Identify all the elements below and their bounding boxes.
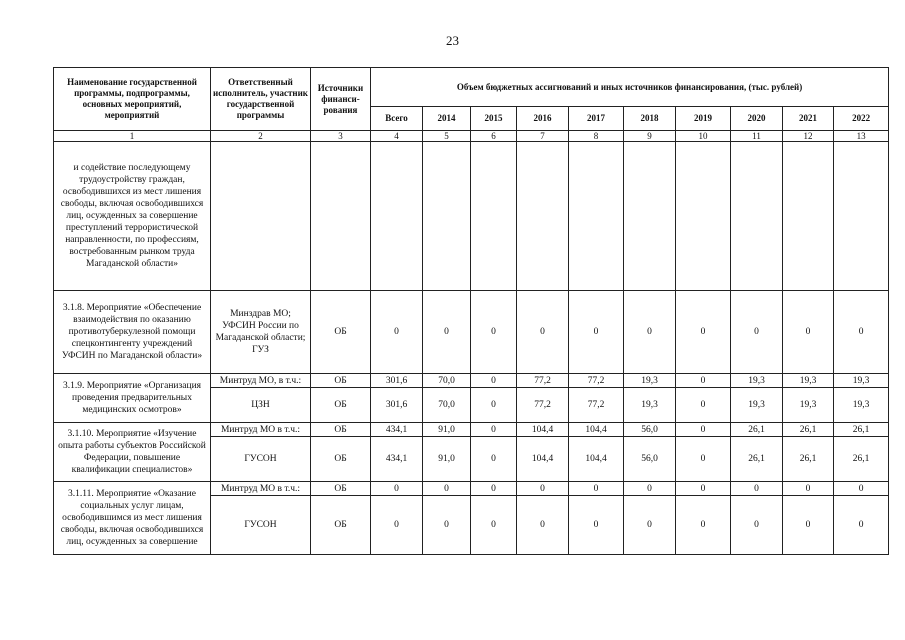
row-executor: Минтруд МО в т.ч.: [211,482,311,496]
row-value: 91,0 [423,423,471,437]
row-name: 3.1.8. Мероприятие «Обеспечение взаимодействия по оказанию противотуберкулезной помощи спецконтингенту учреждений УФСИН по Магаданской области» [54,291,211,374]
row-value: 0 [731,496,783,555]
row-value: 70,0 [423,388,471,423]
row-value: 0 [471,374,517,388]
row-value: 26,1 [731,423,783,437]
table-row-continuation [54,142,889,291]
header-source: Источники финанси-рования [311,68,371,131]
continuation-text: и содействие последующему трудоустройству граждан, освободившихся из мест лишения свободы, включая освободившихся лиц, осужденных за совершение преступлений террористической направленности, по профессиям, востребованным рынком труда Магаданской области» [54,142,211,291]
row-value: 301,6 [371,374,423,388]
row-value: 434,1 [371,423,423,437]
row-value: 0 [517,291,569,374]
row-value: 0 [371,482,423,496]
row-value: 0 [471,388,517,423]
row-value: 19,3 [783,388,834,423]
column-number: 9 [624,131,676,142]
row-value: 0 [624,291,676,374]
header-year: 2017 [569,107,624,131]
row-value: 77,2 [517,388,569,423]
row-executor: Минтруд МО в т.ч.: [211,423,311,437]
row-value: 0 [569,291,624,374]
table-row-3-1-8 [54,291,889,374]
row-executor: Минздрав МО; УФСИН России по Магаданской области; ГУЗ [211,291,311,374]
row-executor: ЦЗН [211,388,311,423]
row-value: 104,4 [517,437,569,482]
row-executor: ГУСОН [211,437,311,482]
row-value: 0 [471,423,517,437]
row-value: 0 [517,496,569,555]
table-row-3-1-10 [54,423,889,437]
row-source: ОБ [311,291,371,374]
row-value: 301,6 [371,388,423,423]
row-executor: ГУСОН [211,496,311,555]
row-source: ОБ [311,423,371,437]
row-value: 0 [624,496,676,555]
row-value: 0 [423,482,471,496]
row-value: 0 [783,291,834,374]
column-number: 12 [783,131,834,142]
row-name: 3.1.9. Мероприятие «Организация проведения предварительных медицинских осмотров» [54,374,211,423]
header-year: 2016 [517,107,569,131]
row-source: ОБ [311,374,371,388]
row-value: 0 [783,482,834,496]
row-value: 0 [676,496,731,555]
header-year: Всего [371,107,423,131]
row-value: 0 [731,291,783,374]
row-value: 56,0 [624,437,676,482]
column-number: 8 [569,131,624,142]
row-value: 0 [676,374,731,388]
column-number-row [54,131,889,142]
row-value: 0 [423,496,471,555]
header-funding: Объем бюджетных ассигнований и иных источников финансирования, (тыс. рублей) [371,68,889,107]
row-value: 104,4 [517,423,569,437]
row-value: 0 [834,496,889,555]
header-name: Наименование государственной программы, подпрограммы, основных мероприятий, мероприятий [54,68,211,131]
row-value: 70,0 [423,374,471,388]
column-number: 4 [371,131,423,142]
header-year: 2020 [731,107,783,131]
header-year: 2018 [624,107,676,131]
row-value: 19,3 [624,374,676,388]
table-row-3-1-11 [54,482,889,496]
row-value: 77,2 [569,388,624,423]
header-year: 2021 [783,107,834,131]
header-year: 2019 [676,107,731,131]
row-value: 19,3 [834,374,889,388]
row-value: 0 [471,496,517,555]
row-source: ОБ [311,482,371,496]
row-value: 0 [371,496,423,555]
row-value: 77,2 [517,374,569,388]
row-value: 0 [676,482,731,496]
row-value: 0 [834,291,889,374]
row-value: 0 [423,291,471,374]
column-number: 7 [517,131,569,142]
row-executor: Минтруд МО, в т.ч.: [211,374,311,388]
row-value: 91,0 [423,437,471,482]
column-number: 13 [834,131,889,142]
row-value: 0 [569,482,624,496]
column-number: 10 [676,131,731,142]
row-value: 26,1 [731,437,783,482]
row-value: 19,3 [731,388,783,423]
row-name: 3.1.10. Мероприятие «Изучение опыта работы субъектов Российской Федерации, повышение квалификации специалистов» [54,423,211,482]
row-value: 26,1 [834,437,889,482]
budget-table [53,67,889,555]
header-year: 2014 [423,107,471,131]
table-row-3-1-9 [54,374,889,388]
row-value: 26,1 [783,423,834,437]
page-number: 23 [446,33,459,48]
row-value: 0 [517,482,569,496]
row-value: 0 [471,291,517,374]
row-value: 19,3 [834,388,889,423]
row-value: 0 [471,482,517,496]
row-value: 0 [371,291,423,374]
row-value: 104,4 [569,423,624,437]
row-value: 0 [676,437,731,482]
header-executor: Ответственный исполнитель, участник государственной программы [211,68,311,131]
header-year: 2015 [471,107,517,131]
row-value: 0 [783,496,834,555]
row-value: 26,1 [834,423,889,437]
row-value: 0 [569,496,624,555]
row-source: ОБ [311,437,371,482]
row-value: 104,4 [569,437,624,482]
row-value: 19,3 [624,388,676,423]
row-source: ОБ [311,388,371,423]
column-number: 2 [211,131,311,142]
row-name: 3.1.11. Мероприятие «Оказание социальных услуг лицам, освободившимся из мест лишения свободы, включая освободившихся лиц, осужденных за совершение [54,482,211,555]
row-value: 0 [731,482,783,496]
row-value: 19,3 [731,374,783,388]
header-year: 2022 [834,107,889,131]
row-value: 0 [471,437,517,482]
column-number: 3 [311,131,371,142]
row-value: 0 [676,423,731,437]
row-value: 0 [676,291,731,374]
row-value: 77,2 [569,374,624,388]
column-number: 5 [423,131,471,142]
row-value: 19,3 [783,374,834,388]
row-value: 434,1 [371,437,423,482]
row-value: 26,1 [783,437,834,482]
row-value: 0 [624,482,676,496]
row-source: ОБ [311,496,371,555]
row-value: 56,0 [624,423,676,437]
row-value: 0 [834,482,889,496]
column-number: 6 [471,131,517,142]
row-value: 0 [676,388,731,423]
column-number: 11 [731,131,783,142]
column-number: 1 [54,131,211,142]
header-row-1 [54,68,889,107]
